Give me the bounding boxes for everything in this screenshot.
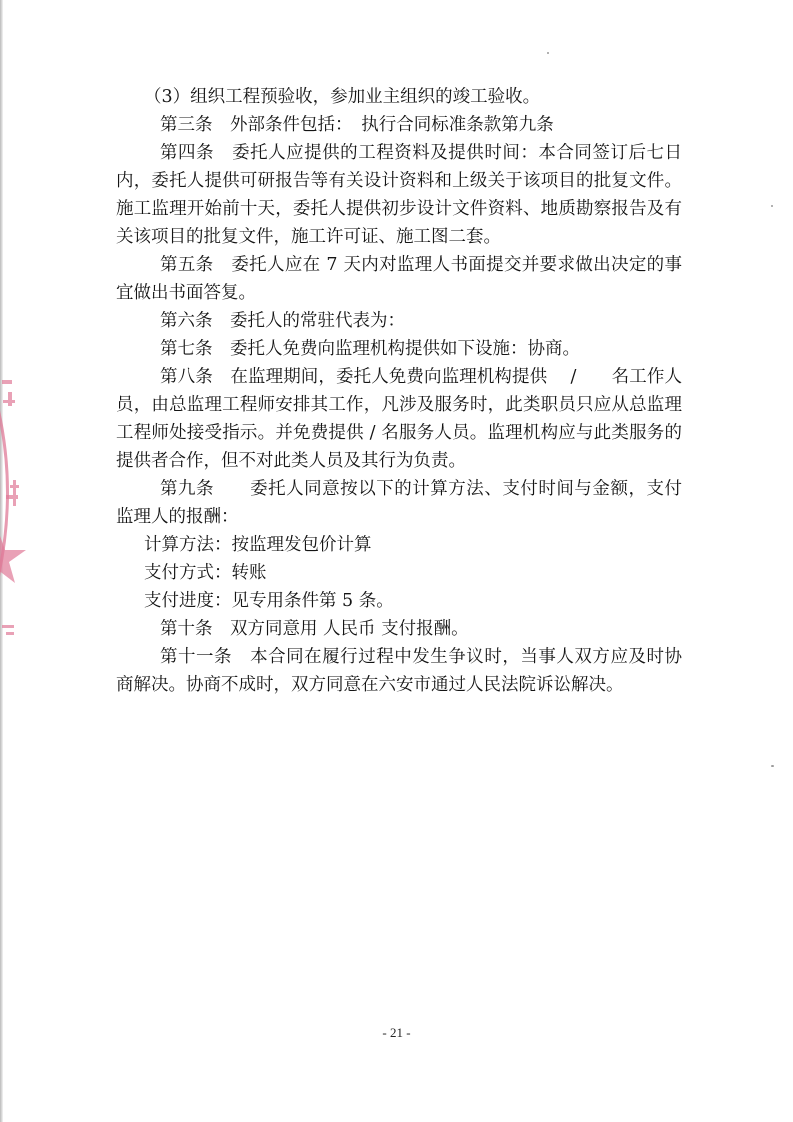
scan-speck [771, 205, 773, 207]
article-3: 第三条 外部条件包括： 执行合同标准条款第九条 [160, 115, 554, 135]
article-10: 第十条 双方同意用 人民币 支付报酬。 [160, 619, 469, 639]
article-5: 第五条 委托人应在 7 天内对监理人书面提交并要求做出决定的事宜做出书面答复。 [116, 255, 682, 303]
payment-method: 支付方式：转账 [144, 563, 267, 583]
payment-schedule: 支付进度：见专用条件第 5 条。 [144, 591, 394, 611]
article-8: 第八条 在监理期间，委托人免费向监理机构提供 / 名工作人员，由总监理工程师安排其工作，凡涉及服务时，此类职员只应从总监理工程师处接受指示。并免费提供 / 名服务人员。监理机构应与此类服务的提供者合作，但不对此类人员及其行为负责。 [116, 367, 682, 471]
scan-speck [771, 765, 774, 767]
scan-speck [547, 52, 549, 54]
scan-page-edge [0, 0, 3, 1122]
article-7: 第七条 委托人免费向监理机构提供如下设施：协商。 [160, 339, 580, 359]
article-6: 第六条 委托人的常驻代表为： [160, 311, 405, 331]
clause-item-3: （3）组织工程预验收，参加业主组织的竣工验收。 [144, 87, 541, 107]
article-9: 第九条 委托人同意按以下的计算方法、支付时间与金额，支付监理人的报酬： [116, 479, 682, 527]
article-4: 第四条 委托人应提供的工程资料及提供时间：本合同签订后七日内，委托人提供可研报告等有关设计资料和上级关于该项目的批复文件。施工监理开始前十天，委托人提供初步设计文件资料、地质勘察报告及有关该项目的批复文件，施工许可证、施工图二套。 [116, 143, 682, 247]
red-seal-fragment [0, 340, 40, 650]
page-number: - 21 - [382, 1025, 411, 1040]
document-body [116, 83, 682, 699]
payment-calculation: 计算方法：按监理发包价计算 [144, 535, 372, 555]
article-11: 第十一条 本合同在履行过程中发生争议时，当事人双方应及时协商解决。协商不成时，双方同意在六安市通过人民法院诉讼解决。 [116, 647, 682, 695]
